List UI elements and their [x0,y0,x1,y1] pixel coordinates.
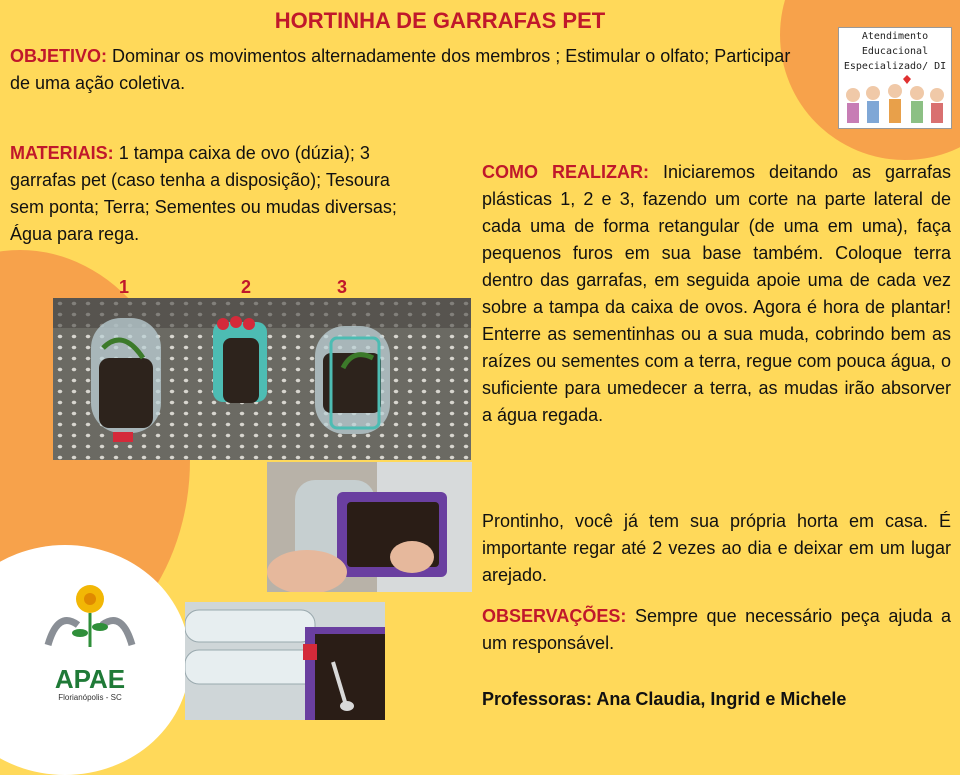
materiais-section [10,140,405,248]
observacoes-section [482,603,951,657]
photo-filling-soil [267,462,472,592]
como-realizar-conclusion: Prontinho, você já tem sua própria horta em casa. É importante regar até 2 vezes ao dia e deixar em um lugar arejado. [482,511,951,585]
bottle-number-3: 3 [337,277,348,297]
aee-badge-line2: Educacional [861,46,929,57]
children-drawing-icon [841,73,949,129]
materiais-text: 1 tampa caixa de ovo (dúzia); 3 garrafas pet (caso tenha a disposição); Tesoura sem ponta; Terra; Sementes ou mudas diversas; Água para rega. [10,143,397,244]
aee-badge-line3: Especializado/ DI [843,61,947,72]
photo-bottles-spoon [185,602,385,720]
materiais-label: MATERIAIS: [10,143,114,163]
apae-logo-name: APAE [54,664,126,694]
observacoes-text: Sempre que necessário peça ajuda a um responsável. [482,606,951,653]
observacoes-label: OBSERVAÇÕES: [482,606,627,626]
bottle-number-2: 2 [241,277,252,297]
bottle-3 [315,326,390,434]
bottle-2 [213,316,267,403]
page-title: HORTINHA DE GARRAFAS PET [274,8,606,33]
objetivo-label: OBJETIVO: [10,46,108,66]
apae-logo [40,575,140,715]
aee-badge-line1: Atendimento [861,31,929,42]
photo-bottles-on-gravel [53,298,471,460]
objetivo-section [10,43,800,97]
aee-badge [838,27,952,129]
bottle-number-1: 1 [119,277,130,297]
apae-flower-hands-icon [40,575,140,660]
objetivo-text: Dominar os movimentos alternadamente dos membros ; Estimular o olfato; Participar de uma ação coletiva. [10,46,791,93]
apae-logo-city: Florianópolis - SC [58,693,122,702]
professoras: Professoras: Ana Claudia, Ingrid e Michele [482,689,847,709]
como-realizar-label: COMO REALIZAR: [482,162,649,182]
bottle-1 [91,318,161,442]
como-realizar-text: Iniciaremos deitando as garrafas plásticas 1, 2 e 3, fazendo um corte na parte lateral de cada uma de forma retangular (de uma em uma), faça pequenos furos em sua base também. Coloque terra dentro das garrafas, em seguida apoie uma de cada vez sobre a tampa da caixa de ovos. Agora é hora de plantar! Enterre as sementinhas ou a sua muda, cobrindo bem as raízes ou sementes com a terra, regue com pouca água, o suficiente para umedecer a terra, as mudas irão absorver a água regada. [482,162,952,425]
como-realizar-section [482,159,951,429]
